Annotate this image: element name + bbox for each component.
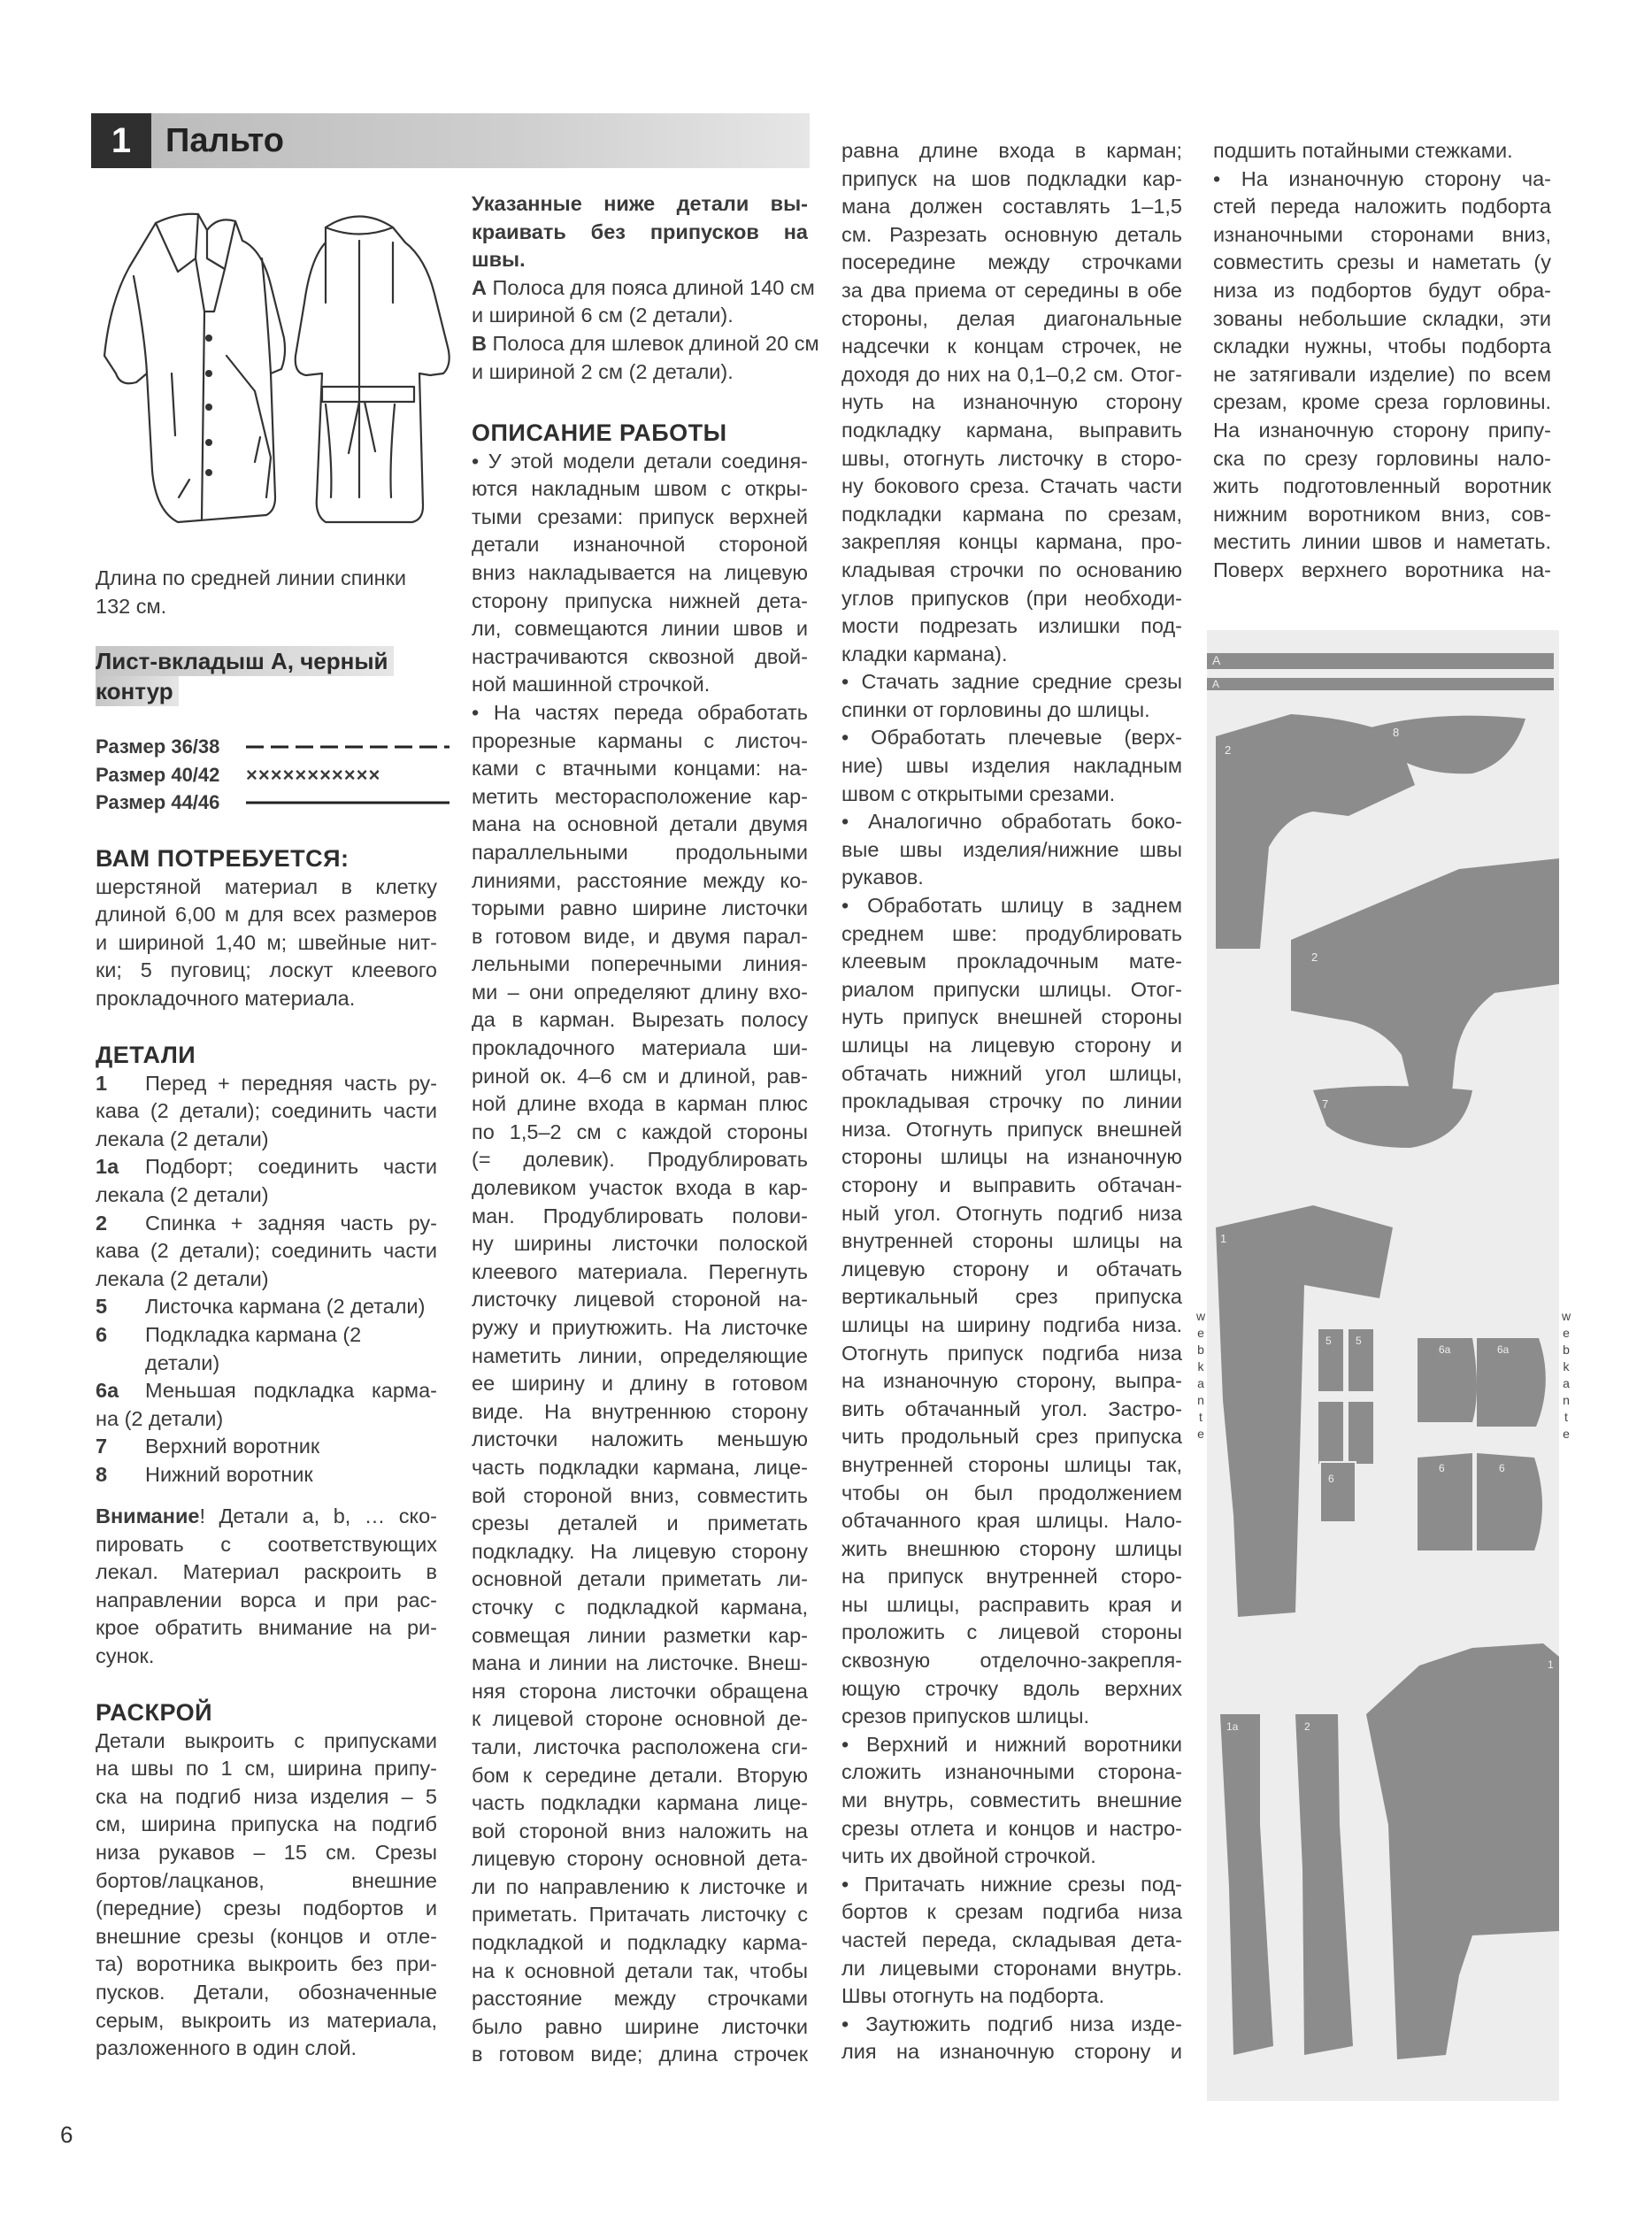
body-text-line: Отогнуть припуск подгиба низа xyxy=(841,1341,1182,1365)
body-text-line: срезы деталей и приметать xyxy=(472,1512,808,1535)
body-text-line: внутренней стороны шлицы на xyxy=(841,1229,1182,1253)
body-text-line: • Заутюжить подгиб низа изде- xyxy=(841,2012,1182,2035)
body-text-line: ли лицевыми сторонами внутрь. xyxy=(841,1956,1182,1980)
body-text-line: рукавов. xyxy=(841,866,924,889)
note-bold-line: краивать без припусков на xyxy=(472,219,808,243)
label-piece-6: 6 xyxy=(1328,1473,1334,1485)
body-text-line: сторону припуска нижней дета- xyxy=(472,589,808,612)
selvage-label-left xyxy=(1194,1308,1208,1443)
detail-item xyxy=(96,1321,437,1377)
body-text-line: чить их двойной строчкой. xyxy=(841,1844,1096,1868)
size-label: Размер 44/46 xyxy=(96,791,220,814)
note-bold-line: Указанные ниже детали вы- xyxy=(472,192,808,215)
cutting-line: внешние срезы (концов и отле- xyxy=(96,1924,437,1948)
body-text-line: обтачать нижний угол шлицы, xyxy=(841,1061,1182,1085)
body-text-line: лельными поперечными линия- xyxy=(472,952,808,976)
detail-text: Нижний воротник xyxy=(145,1462,313,1486)
body-text-line: • Обработать шлицу в заднем xyxy=(841,894,1182,918)
materials-heading: ВАМ ПОТРЕБУЕТСЯ: xyxy=(96,845,350,872)
body-text-line: мана и линии на листочке. Внеш- xyxy=(472,1651,808,1675)
detail-item xyxy=(96,1461,437,1489)
body-text-line: жить подготовленный воротник xyxy=(1213,474,1551,498)
strip-text: Полоса для пояса длиной 140 см xyxy=(492,275,815,299)
body-text-line: ми внутрь, совместить внешние xyxy=(841,1789,1182,1812)
body-text-line: лицевую сторону основной дета- xyxy=(472,1847,808,1871)
body-text-line: в готовом виде, и двумя парал- xyxy=(472,924,808,948)
cutting-line: бортов/лацканов, внешние xyxy=(96,1868,437,1892)
body-text-line: подшить потайными стежками. xyxy=(1213,139,1513,162)
body-text-line: приметать. Притачать листочку с xyxy=(472,1903,808,1927)
body-text-line: • На изнаночную сторону ча- xyxy=(1213,166,1551,190)
body-text-line: шлицы на лицевую сторону и xyxy=(841,1034,1182,1057)
detail-text: Меньшая подкладка карма- xyxy=(145,1379,437,1403)
cutting-line: ска на подгиб низа изделия – 5 xyxy=(96,1784,437,1808)
strip-a-bottom xyxy=(1207,678,1554,690)
body-text-line: прокладочного материала ши- xyxy=(472,1036,808,1060)
body-text-line: швом с открытыми срезами. xyxy=(841,781,1116,805)
body-text-line: листочку лицевой стороной на- xyxy=(472,1288,808,1312)
body-text-line: см. Разрезать основную деталь xyxy=(841,222,1182,246)
body-text-line: ли по направлению к листочке и xyxy=(472,1874,808,1898)
body-text-line: ние) швы изделия накладным xyxy=(841,754,1182,778)
cutting-layout-panel xyxy=(1207,630,1559,2101)
body-text-line: • У этой модели детали соединя- xyxy=(472,449,808,473)
cutting-line: на швы по 1 см, ширина припу- xyxy=(96,1757,437,1781)
body-text-line: внутренней стороны шлицы так, xyxy=(841,1452,1182,1476)
body-text-line: бортов к срезам подгиба низа xyxy=(841,1900,1182,1924)
detail-number: 1а xyxy=(96,1155,119,1179)
detail-item xyxy=(96,1293,437,1321)
body-text-line: надсечки к концам строчек, не xyxy=(841,335,1182,358)
size-label: Размер 36/38 xyxy=(96,735,220,758)
body-text-line: • Стачать задние средние срезы xyxy=(841,670,1182,694)
body-text-line: подкладку кармана, выправить xyxy=(841,418,1182,442)
body-text-line: частей переда, складывая дета- xyxy=(841,1928,1182,1951)
body-text-line: тали, листочка расположена сги- xyxy=(472,1735,808,1758)
body-text-line: ее ширину и длину в готовом xyxy=(472,1372,808,1396)
sheet-title xyxy=(96,646,449,706)
body-text-line: ный угол. Отогнуть подгиб низа xyxy=(841,1201,1182,1225)
body-text-line: кладки кармана). xyxy=(841,642,1008,666)
body-text-line: ются накладным швом с откры- xyxy=(472,477,808,501)
body-text-line: ны шлицы, расправить края и xyxy=(841,1592,1182,1616)
body-text-line: • Аналогично обработать боко- xyxy=(841,810,1182,834)
body-text-line: ной машинной строчкой. xyxy=(472,673,711,696)
body-text-line: совместить срезы и наметать (у xyxy=(1213,250,1551,274)
body-text-line: стороны, делая диагональные xyxy=(841,306,1182,330)
size-row xyxy=(96,761,449,789)
page-title: Пальто xyxy=(165,122,284,159)
label-piece-6a: 6а xyxy=(1497,1343,1510,1356)
piece-7-collar xyxy=(1313,1086,1472,1148)
label-piece-1: 1 xyxy=(1548,1658,1554,1671)
body-text-line: ной длине входа в карман плюс xyxy=(472,1092,808,1116)
sheet-title-line: контур xyxy=(96,676,179,706)
body-text-line: сточку с подкладкой кармана, xyxy=(472,1595,808,1619)
attention-text: крое обратить внимание на ри- xyxy=(96,1616,437,1640)
detail-text: Перед + передняя часть ру- xyxy=(145,1071,437,1095)
body-text-line: срезов припусков шлицы. xyxy=(841,1704,1090,1728)
body-text-line: тыми срезами: припуск верхней xyxy=(472,504,808,528)
piece-2-back xyxy=(1295,1714,1353,2055)
detail-text: лекала (2 детали) xyxy=(96,1127,269,1150)
body-text-line: вые швы изделия/нижние швы xyxy=(841,837,1182,861)
materials-section xyxy=(96,845,437,1013)
body-text-line: да в карман. Вырезать полосу xyxy=(472,1008,808,1032)
body-text-line: сквозную отделочно-закрепля- xyxy=(841,1649,1182,1673)
strip-a-top xyxy=(1207,653,1554,669)
body-text-line: по 1,5–2 см с каждой стороны xyxy=(472,1120,808,1143)
detail-item xyxy=(96,1153,437,1209)
solid-line-sample xyxy=(246,798,449,807)
body-text-line: риалом припуски шлицы. Отог- xyxy=(841,977,1182,1001)
body-text-line: няя сторона листочки обращена xyxy=(472,1679,808,1703)
note-bold-line: швы. xyxy=(472,248,526,272)
materials-line: ки; 5 пуговиц; лоскут клеевого xyxy=(96,958,437,982)
body-text-line: не затягивали изделие) по всем xyxy=(1213,362,1551,386)
attention-text: сунок. xyxy=(96,1643,155,1667)
cross-line-sample: ××××××××××× xyxy=(246,763,381,786)
strip-text: и шириной 6 см (2 детали). xyxy=(472,304,734,327)
cutting-line: см, ширина припуска на подгиб xyxy=(96,1812,437,1836)
body-text-line: клеевого материала. Перегнуть xyxy=(472,1259,808,1283)
piece-2-lower xyxy=(1291,858,1559,1112)
size-row xyxy=(96,789,449,817)
attention-label: Внимание xyxy=(96,1504,200,1527)
label-piece-2: 2 xyxy=(1311,950,1318,964)
detail-number: 1 xyxy=(96,1071,108,1095)
attention-text: ! Детали a, b, … ско- xyxy=(199,1504,437,1527)
work-column-2 xyxy=(472,419,808,2069)
body-text-line: обтачанного края шлицы. Нало- xyxy=(841,1509,1182,1533)
body-text-line: нуть припуск внешней стороны xyxy=(841,1005,1182,1029)
cutting-line: та) воротника выкроить без при- xyxy=(96,1952,437,1976)
body-text-line: к лицевой стороне основной де- xyxy=(472,1707,808,1731)
piece-6 xyxy=(1320,1462,1356,1522)
size-row xyxy=(96,733,449,761)
body-text-line: среднем шве: продублировать xyxy=(841,921,1182,945)
piece-6-4 xyxy=(1477,1453,1542,1550)
label-piece-6: 6 xyxy=(1439,1462,1445,1474)
body-text-line: часть подкладки кармана, лице- xyxy=(472,1455,808,1479)
body-text-line: прорезные карманы с листоч- xyxy=(472,728,808,752)
detail-text: Подборт; соединить части xyxy=(145,1155,437,1179)
body-text-line: торыми равно ширине листочки xyxy=(472,896,808,920)
body-text-line: ска по срезу горловины нало- xyxy=(1213,446,1551,470)
body-text-line: вой стороной вниз наложить на xyxy=(472,1819,808,1843)
cutting-line: пусков. Детали, обозначенные xyxy=(96,1980,437,2004)
body-text-line: вить обтачанный угол. Застро- xyxy=(841,1397,1182,1420)
work-column-3 xyxy=(841,137,1182,2066)
body-text-line: мана должен составлять 1–1,5 xyxy=(841,195,1182,219)
details-heading: ДЕТАЛИ xyxy=(96,1042,196,1068)
sheet-title-line: Лист-вкладыш А, черный xyxy=(96,646,394,676)
materials-line: и шириной 1,40 м; швейные нит- xyxy=(96,930,437,954)
body-text-line: стей переда наложить подборта xyxy=(1213,195,1551,219)
strip-text: Полоса для шлевок длиной 20 см xyxy=(492,331,819,355)
detail-item xyxy=(96,1070,437,1154)
body-text-line: • Притачать нижние срезы под- xyxy=(841,1872,1182,1896)
coat-caption xyxy=(96,565,441,620)
body-text-line: наметить линии, определяющие xyxy=(472,1343,808,1367)
work-column-4 xyxy=(1213,137,1551,585)
piece-5c xyxy=(1318,1402,1343,1464)
body-text-line: швы, отогнуть листочку в сторо- xyxy=(841,446,1182,470)
body-text-line: на изнаночную сторону, выпра- xyxy=(841,1369,1182,1393)
detail-text: лекала (2 детали) xyxy=(96,1266,269,1290)
no-allowance-note xyxy=(472,190,819,386)
strip-text: и шириной 2 см (2 детали). xyxy=(472,359,734,383)
detail-text: Подкладка кармана (2 детали) xyxy=(145,1322,362,1374)
caption-line: Длина по средней линии спинки xyxy=(96,566,407,589)
selvage-text: webkante xyxy=(1196,1309,1206,1441)
label-piece-1: 1 xyxy=(1220,1232,1227,1245)
label-a: A xyxy=(1212,653,1221,667)
body-text-line: складки нужны, чтобы подборта xyxy=(1213,335,1551,358)
detail-number: 5 xyxy=(96,1295,108,1319)
label-a: A xyxy=(1212,678,1220,690)
work-heading: ОПИСАНИЕ РАБОТЫ xyxy=(472,419,727,446)
body-text-line: подкладку. На лицевую сторону xyxy=(472,1539,808,1563)
detail-item xyxy=(96,1210,437,1294)
body-text-line: припуск на шов подкладки кар- xyxy=(841,166,1182,190)
body-text-line: сложить изнаночными сторона- xyxy=(841,1760,1182,1784)
attention-note xyxy=(96,1503,437,1671)
materials-line: прокладочного материала. xyxy=(96,986,356,1010)
detail-number: 6 xyxy=(96,1322,108,1346)
body-text-line: низа. Отогнуть припуск внешней xyxy=(841,1117,1182,1141)
label-piece-8: 8 xyxy=(1393,726,1400,739)
body-text-line: детали изнаночной стороной xyxy=(472,533,808,557)
body-text-line: (= долевик). Продублировать xyxy=(472,1148,808,1172)
body-text-line: ками с втачными концами: на- xyxy=(472,757,808,781)
body-text-line: ружу и приутюжить. На листочке xyxy=(472,1316,808,1339)
body-text-line: вой стороной вниз, совместить xyxy=(472,1483,808,1507)
cutting-section xyxy=(96,1699,437,2063)
body-text-line: • На частях переда обработать xyxy=(472,700,808,724)
body-text-line: кладывая строчки по основанию xyxy=(841,558,1182,581)
body-text-line: виде. На внутреннюю сторону xyxy=(472,1399,808,1423)
strip-key: А xyxy=(472,275,487,299)
body-text-line: жить внешнюю сторону шлицы xyxy=(841,1536,1182,1560)
body-text-line: Швы отогнуть на подборта. xyxy=(841,1984,1105,2008)
size-label: Размер 40/42 xyxy=(96,763,220,786)
body-text-line: спинки от горловины до шлицы. xyxy=(841,697,1150,721)
detail-text: на (2 детали) xyxy=(96,1406,224,1430)
body-text-line: Поверх верхнего воротника на- xyxy=(1213,558,1551,581)
body-text-line: вертикальный срез припуска xyxy=(841,1285,1182,1309)
body-text-line: параллельными продольными xyxy=(472,840,808,864)
body-text-line: было равно ширине листочки xyxy=(472,2014,808,2038)
body-text-line: прокладывая строчку по линии xyxy=(841,1089,1182,1113)
detail-item xyxy=(96,1433,437,1461)
body-text-line: ну бокового среза. Стачать части xyxy=(841,474,1182,498)
cutting-layout-diagram xyxy=(1207,630,1559,2101)
body-text-line: срезам, кроме среза горловины. xyxy=(1213,390,1551,414)
body-text-line: линиями, расстояние между ко- xyxy=(472,868,808,892)
body-text-line: настрачиваются сквозной двой- xyxy=(472,644,808,668)
body-text-line: посередине между строчками xyxy=(841,250,1182,274)
body-text-line: ми – они определяют длину вхо- xyxy=(472,980,808,1004)
piece-1-front-2 xyxy=(1366,1643,1559,2059)
cutting-line: серым, выкроить из материала, xyxy=(96,2008,437,2032)
cutting-line: разложенного в один слой. xyxy=(96,2036,357,2060)
body-text-line: подкладки кармана по срезам, xyxy=(841,502,1182,526)
body-text-line: доходя до них на 0,1–0,2 см. Отог- xyxy=(841,362,1182,386)
page-number: 6 xyxy=(60,2121,73,2148)
body-text-line: сторону и выправить обтачан- xyxy=(841,1173,1182,1196)
body-text-line: ли, совмещаются линии швов и xyxy=(472,617,808,641)
body-text-line: клеевым прокладочным мате- xyxy=(841,950,1182,973)
attention-text: лекал. Материал раскроить в xyxy=(96,1560,437,1584)
body-text-line: вниз накладывается на лицевую xyxy=(472,560,808,584)
piece-6-3 xyxy=(1418,1453,1472,1550)
label-piece-7: 7 xyxy=(1322,1097,1329,1111)
selvage-label-right xyxy=(1559,1308,1573,1443)
body-text-line: риной ок. 4–6 см и длиной, рав- xyxy=(472,1064,808,1088)
body-text-line: часть подкладки кармана лице- xyxy=(472,1791,808,1815)
body-text-line: мана на основной детали двумя xyxy=(472,812,808,836)
label-piece-6a: 6а xyxy=(1439,1343,1451,1356)
body-text-line: совмещая линии разметки кар- xyxy=(472,1623,808,1647)
body-text-line: чтобы он был продолжением xyxy=(841,1481,1182,1504)
body-text-line: расстояние между строчками xyxy=(472,1987,808,2011)
body-text-line: нуть на изнаночную сторону xyxy=(841,390,1182,414)
label-piece-1a: 1а xyxy=(1226,1720,1239,1733)
body-text-line: долевиком участок входа в кар- xyxy=(472,1176,808,1200)
body-text-line: местить линии швов и наметать. xyxy=(1213,530,1551,554)
body-text-line: метить месторасположение кар- xyxy=(472,784,808,808)
body-text-line: равна длине входа в карман; xyxy=(841,139,1182,162)
section-number: 1 xyxy=(91,113,151,168)
cutting-line: (передние) срезы подбортов и xyxy=(96,1897,437,1920)
piece-6a-2 xyxy=(1477,1338,1546,1427)
detail-number: 2 xyxy=(96,1211,108,1235)
cutting-heading: РАСКРОЙ xyxy=(96,1699,213,1726)
caption-line: 132 см. xyxy=(96,594,167,618)
body-text-line: зованы небольшие складки, эти xyxy=(1213,306,1551,330)
label-piece-2: 2 xyxy=(1225,743,1232,757)
body-text-line: в готовом виде; длина строчек xyxy=(472,2043,808,2066)
strip-key: В xyxy=(472,331,487,355)
detail-number: 6а xyxy=(96,1379,119,1403)
body-text-line: углов припусков (при необходи- xyxy=(841,586,1182,610)
body-text-line: основной детали приметать ли- xyxy=(472,1567,808,1591)
cutting-line: Детали выкроить с припусками xyxy=(96,1728,437,1752)
body-text-line: лия на изнаночную сторону и xyxy=(841,2040,1182,2064)
detail-item xyxy=(96,1377,437,1433)
attention-text: пировать с соответствующих xyxy=(96,1532,437,1556)
body-text-line: изнаночными сторонами вниз, xyxy=(1213,222,1551,246)
body-text-line: бом к середине детали. Вторую xyxy=(472,1763,808,1787)
body-text-line: нижним воротником вниз, сов- xyxy=(1213,502,1551,526)
label-piece-2: 2 xyxy=(1304,1720,1310,1733)
materials-line: длиной 6,00 м для всех размеров xyxy=(96,903,437,927)
body-text-line: ман. Продублировать полови- xyxy=(472,1204,808,1227)
detail-text: кава (2 детали); соединить части xyxy=(96,1099,437,1123)
size-legend xyxy=(96,733,449,817)
piece-5d xyxy=(1348,1402,1373,1464)
label-piece-5: 5 xyxy=(1356,1335,1362,1347)
body-text-line: проложить с лицевой стороны xyxy=(841,1620,1182,1644)
detail-text: Листочка кармана (2 детали) xyxy=(145,1295,426,1319)
body-text-line: лицевую сторону и обтачать xyxy=(841,1257,1182,1281)
body-text-line: • Верхний и нижний воротники xyxy=(841,1732,1182,1756)
detail-text: кава (2 детали); соединить части xyxy=(96,1239,437,1263)
detail-text: Спинка + задняя часть ру- xyxy=(145,1211,437,1235)
detail-text: лекала (2 детали) xyxy=(96,1182,269,1206)
materials-line: шерстяной материал в клетку xyxy=(96,874,437,898)
selvage-text: webkante xyxy=(1562,1309,1571,1441)
body-text-line: • Обработать плечевые (верх- xyxy=(841,726,1182,750)
body-text-line: низа из подбортов будут обра- xyxy=(1213,278,1551,302)
body-text-line: ну ширины листочки полоской xyxy=(472,1232,808,1256)
detail-number: 7 xyxy=(96,1435,108,1458)
body-text-line: на к основной детали так, чтобы xyxy=(472,1958,808,1982)
body-text-line: на припуск внутренней сторо- xyxy=(841,1565,1182,1589)
coat-illustration xyxy=(94,205,465,568)
piece-1a-facing xyxy=(1220,1714,1273,2055)
body-text-line: закрепляя концы кармана, про- xyxy=(841,530,1182,554)
body-text-line: подкладкой и подкладку карма- xyxy=(472,1931,808,1955)
details-section xyxy=(96,1042,437,1489)
attention-text: направлении ворса и при рас- xyxy=(96,1588,437,1612)
body-text-line: шлицы на ширину подгиба низа. xyxy=(841,1312,1182,1336)
detail-number: 8 xyxy=(96,1462,108,1486)
body-text-line: за два приема от середины в обе xyxy=(841,278,1182,302)
body-text-line: стороны шлицы на изнаночную xyxy=(841,1145,1182,1169)
detail-text: Верхний воротник xyxy=(145,1435,320,1458)
body-text-line: листочки наложить меньшую xyxy=(472,1427,808,1451)
cutting-line: низа рукавов – 15 см. Срезы xyxy=(96,1840,437,1864)
body-text-line: срезы отлета и концов и настро- xyxy=(841,1816,1182,1840)
label-piece-6: 6 xyxy=(1499,1462,1505,1474)
body-text-line: мости подрезать излишки под- xyxy=(841,614,1182,638)
body-text-line: чить продольный срез припуска xyxy=(841,1425,1182,1449)
body-text-line: На изнаночную сторону припу- xyxy=(1213,418,1551,442)
body-text-line: ющую строчку вдоль верхних xyxy=(841,1676,1182,1700)
dashed-line-sample xyxy=(246,743,449,751)
label-piece-5: 5 xyxy=(1325,1335,1332,1347)
